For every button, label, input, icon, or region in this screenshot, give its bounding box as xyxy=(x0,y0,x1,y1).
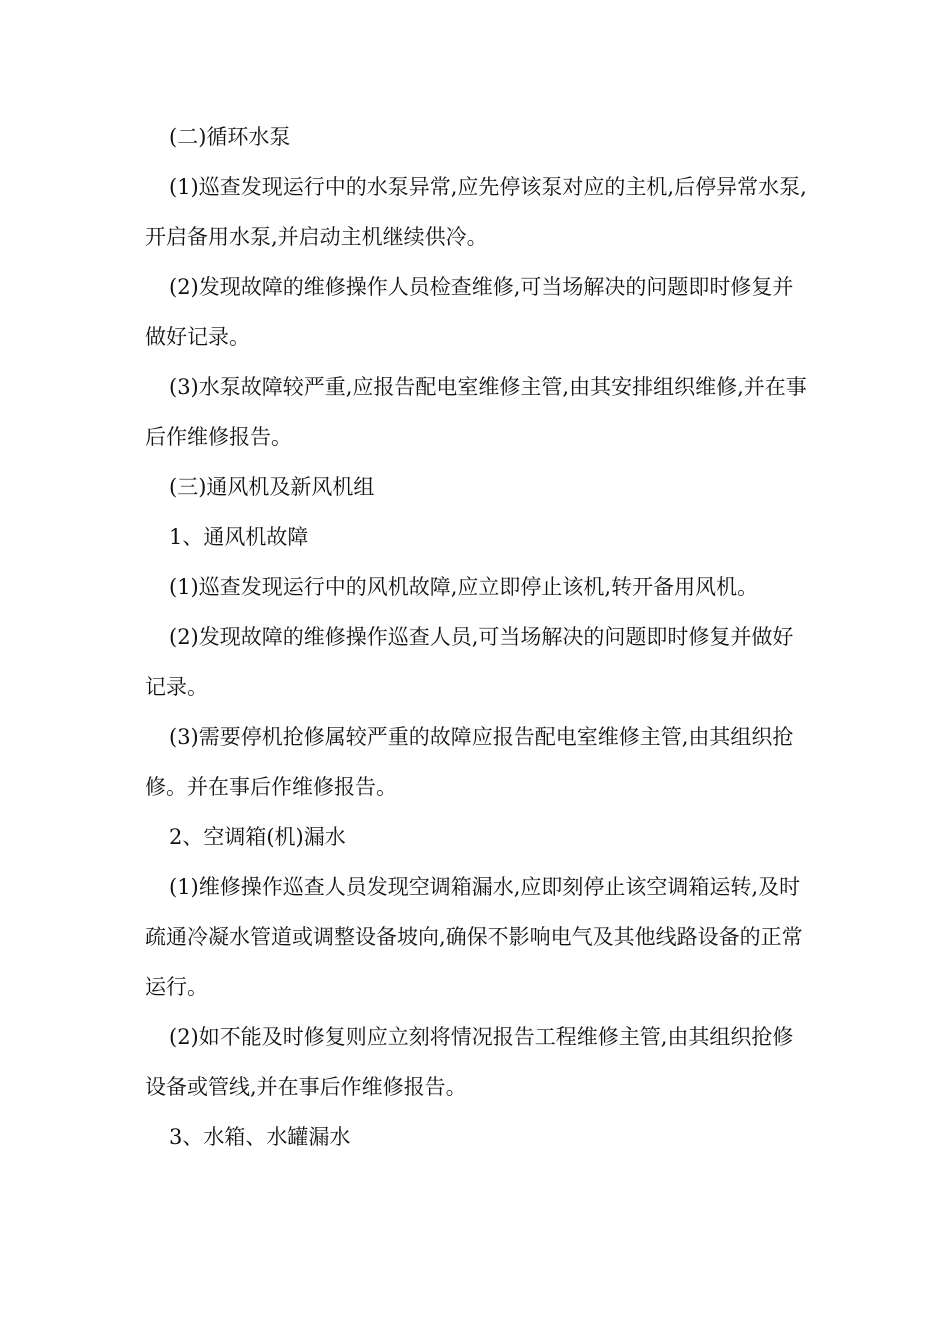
paragraph-pump-2: (2)发现故障的维修操作人员检查维修,可当场解决的问题即时修复并做好记录。 xyxy=(145,275,794,349)
paragraph-fan-2: (2)发现故障的维修操作巡查人员,可当场解决的问题即时修复并做好记录。 xyxy=(145,625,794,699)
paragraph-fan-3: (3)需要停机抢修属较严重的故障应报告配电室维修主管,由其组织抢修。并在事后作维修报告。 xyxy=(145,725,794,799)
section-heading-circulating-pump: (二)循环水泵 xyxy=(169,125,291,149)
paragraph-pump-1: (1)巡查发现运行中的水泵异常,应先停该泵对应的主机,后停异常水泵,开启备用水泵,并启动主机继续供冷。 xyxy=(145,175,807,249)
paragraph-ahu-1: (1)维修操作巡查人员发现空调箱漏水,应即刻停止该空调箱运转,及时疏通冷凝水管道或调整设备坡向,确保不影响电气及其他线路设备的正常运行。 xyxy=(145,875,803,999)
subheading-ahu-leak: 2、空调箱(机)漏水 xyxy=(169,825,346,849)
paragraph-ahu-2: (2)如不能及时修复则应立刻将情况报告工程维修主管,由其组织抢修设备或管线,并在事后作维修报告。 xyxy=(145,1025,794,1099)
subheading-fan-fault: 1、通风机故障 xyxy=(169,525,309,549)
subheading-tank-leak: 3、水箱、水罐漏水 xyxy=(169,1125,351,1149)
paragraph-fan-1: (1)巡查发现运行中的风机故障,应立即停止该机,转开备用风机。 xyxy=(169,575,759,599)
section-heading-ventilation: (三)通风机及新风机组 xyxy=(169,475,375,499)
paragraph-pump-3: (3)水泵故障较严重,应报告配电室维修主管,由其安排组织维修,并在事后作维修报告。 xyxy=(145,375,807,449)
document-page xyxy=(145,112,810,1162)
